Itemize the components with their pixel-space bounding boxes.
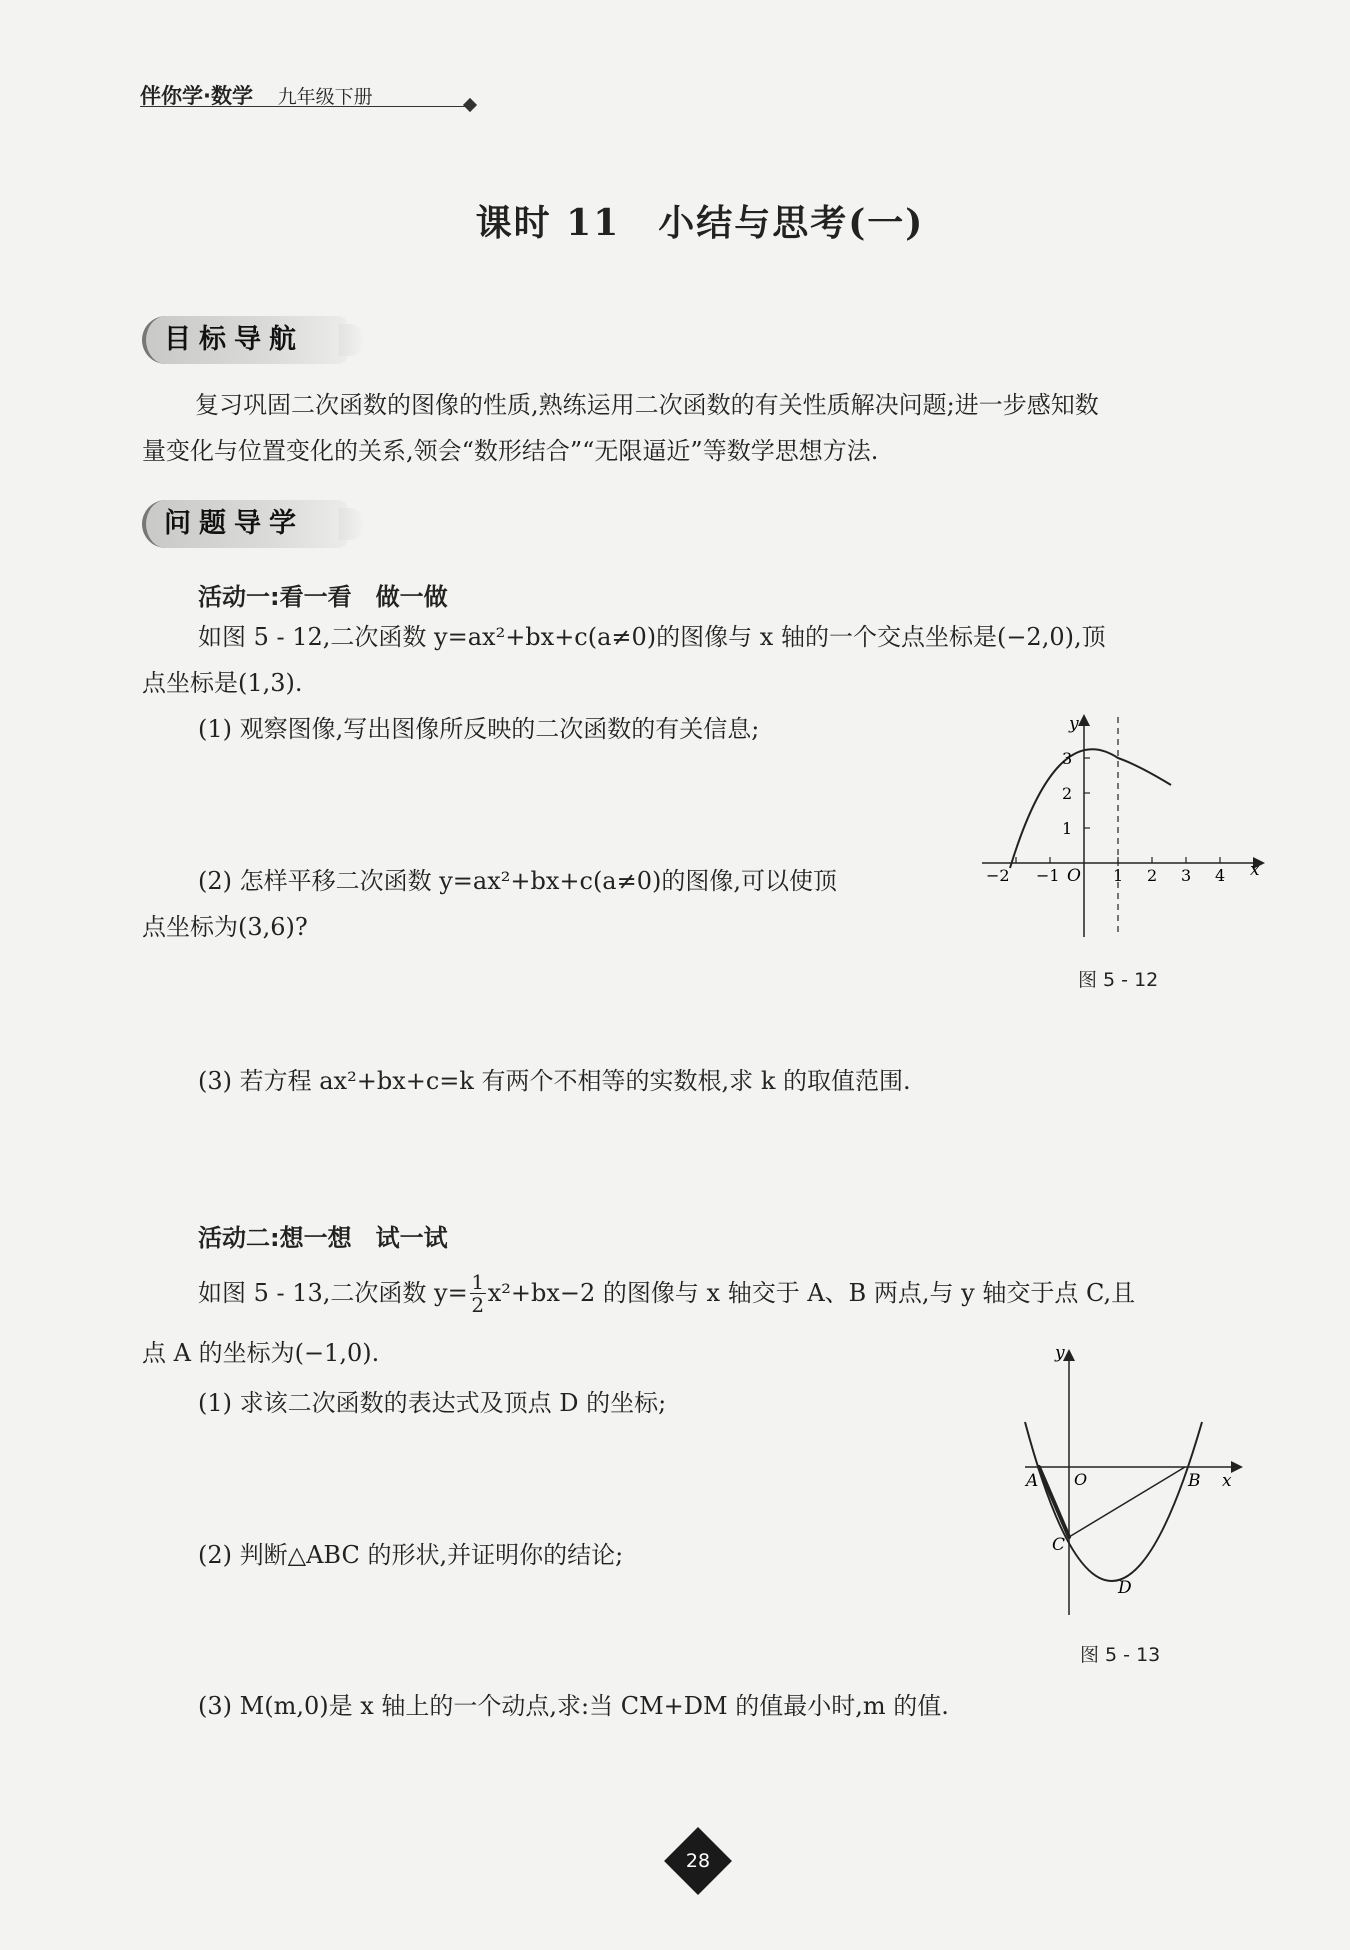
activity2-intro-b: x²+bx−2 的图像与 x 轴交于 A、B 两点,与 y 轴交于点 C,且 [487,1279,1136,1307]
point-B-label: B [1188,1471,1201,1491]
x-tick-label: 3 [1181,866,1192,885]
activity2-q3: (3) M(m,0)是 x 轴上的一个动点,求:当 CM+DM 的值最小时,m 的值. [198,1692,949,1720]
goals-badge: 目标导航 [142,316,347,364]
point-D-label: D [1118,1578,1132,1598]
activity1-q3: (3) 若方程 ax²+bx+c=k 有两个不相等的实数根,求 k 的取值范围. [198,1067,911,1095]
fraction-one-half [470,1271,486,1316]
activity1-intro-1: 如图 5 - 12,二次函数 y=ax²+bx+c(a≠0)的图像与 x 轴的一个交点坐标是(−2,0),顶 [198,623,1106,651]
activity2-intro-a: 如图 5 - 13,二次函数 y= [198,1279,468,1307]
figure-5-13-caption: 图 5 - 13 [1080,1644,1161,1666]
activity2-q2: (2) 判断△ABC 的形状,并证明你的结论; [198,1541,624,1569]
page-number: 28 [685,1850,711,1872]
activity2-intro-2: 点 A 的坐标为(−1,0). [142,1339,380,1367]
x-tick-label: 2 [1147,866,1158,885]
point-C-label: C [1052,1535,1066,1555]
x-tick-label: 1 [1113,866,1124,885]
y-axis-label: y [1069,714,1079,734]
figure-5-12 [980,705,1280,945]
guide-badge: 问题导学 [142,500,347,548]
x-tick-label: −1 [1036,866,1060,885]
y-axis-label: y [1055,1343,1065,1363]
parabola-curve [1025,1422,1202,1581]
grade-label: 九年级下册 [277,86,373,108]
book-title: 伴你学·数学 [140,84,253,108]
x-tick-label: −2 [986,866,1010,885]
y-tick-label: 1 [1062,819,1073,838]
goals-text-1: 复习巩固二次函数的图像的性质,熟练运用二次函数的有关性质解决问题;进一步感知数 [195,391,1099,419]
x-axis-label: x [1250,860,1260,880]
x-tick-label: 4 [1215,866,1226,885]
activity2-title: 活动二:想一想 试一试 [198,1224,448,1252]
activity1-q1: (1) 观察图像,写出图像所反映的二次函数的有关信息; [198,715,760,743]
point-A-label: A [1026,1471,1039,1491]
activity2-intro-1 [198,1270,1135,1316]
segment-AC [1039,1467,1069,1537]
header-diamond-icon [463,98,477,112]
activity1-title: 活动一:看一看 做一做 [198,583,448,611]
fraction-denominator: 2 [471,1292,485,1317]
origin-label: O [1067,866,1081,886]
origin-label: O [1074,1470,1088,1489]
activity1-q2-1: (2) 怎样平移二次函数 y=ax²+bx+c(a≠0)的图像,可以使顶 [198,867,837,895]
y-tick-label: 2 [1062,784,1073,803]
activity1-q2-2: 点坐标为(3,6)? [142,913,308,941]
figure-5-12-caption: 图 5 - 12 [1078,969,1159,991]
fraction-numerator: 1 [471,1269,485,1294]
header-rule [140,106,468,107]
y-tick-label: 3 [1062,749,1073,768]
figure-5-13 [1010,1340,1270,1620]
lesson-title: 课时 11 小结与思考(一) [475,202,925,244]
parabola-curve [1010,749,1171,868]
activity2-q1: (1) 求该二次函数的表达式及顶点 D 的坐标; [198,1389,667,1417]
goals-text-2: 量变化与位置变化的关系,领会“数形结合”“无限逼近”等数学思想方法. [142,437,879,465]
x-axis-label: x [1222,1471,1232,1491]
activity1-intro-2: 点坐标是(1,3). [142,669,303,697]
